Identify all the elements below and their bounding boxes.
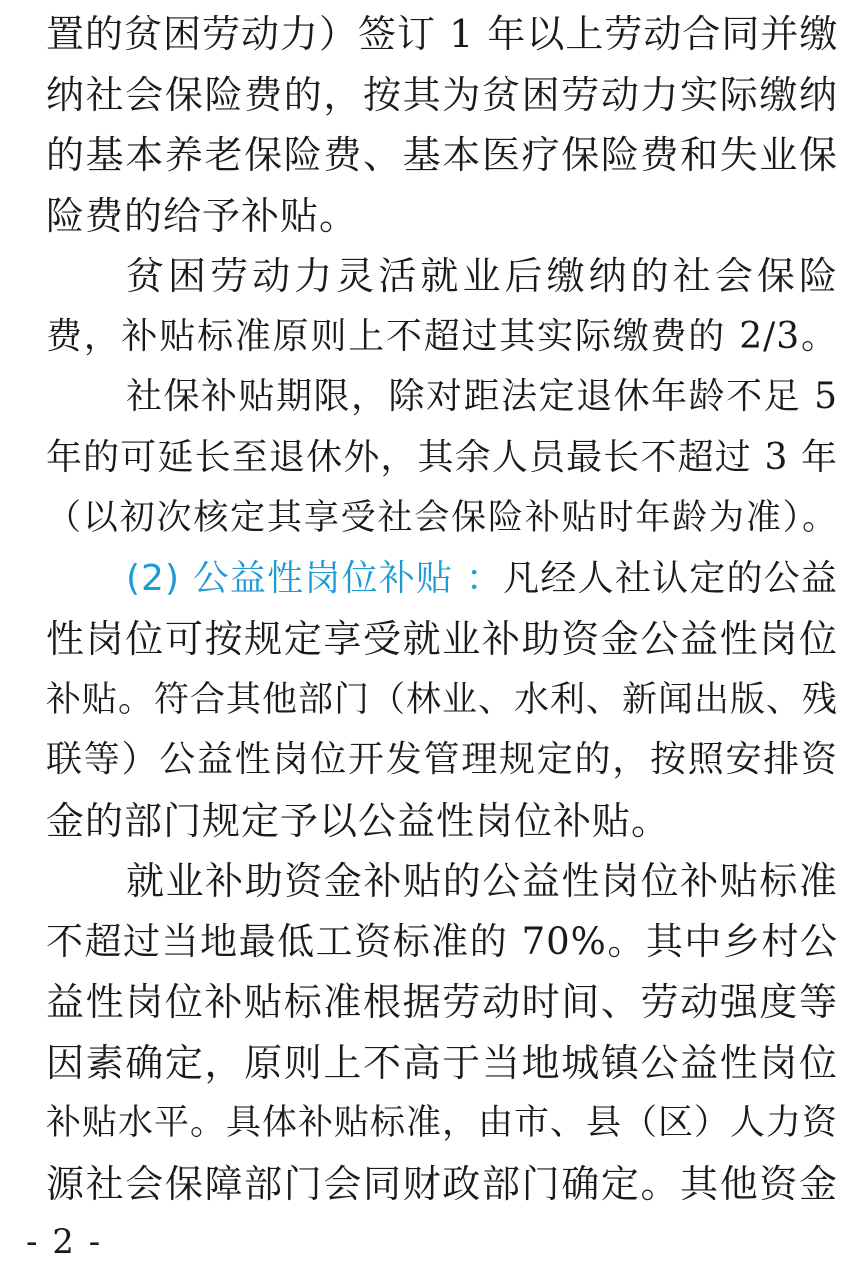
text-line: 费，补贴标准原则上不超过其实际缴费的 2/3。 — [46, 315, 838, 357]
text-line: 不超过当地最低工资标准的 70%。其中乡村公 — [46, 919, 838, 963]
section-heading-line — [46, 549, 838, 610]
text-line: 源社会保障部门会同财政部门确定。其他资金 — [46, 1161, 838, 1206]
text-line: 置的贫困劳动力）签订 1 年以上劳动合同并缴 — [46, 12, 839, 56]
text-line: 因素确定，原则上不高于当地城镇公益性岗位 — [46, 1040, 838, 1085]
text-line: 性岗位可按规定享受就业补助资金公益性岗位 — [46, 617, 838, 661]
text-line: 年的可延长至退休外，其余人员最长不超过 3 年 — [46, 436, 838, 478]
text-line: 联等）公益性岗位开发管理规定的，按照安排资 — [46, 739, 838, 780]
text-line: 益性岗位补贴标准根据劳动时间、劳动强度等 — [46, 980, 838, 1024]
text-line: 贫困劳动力灵活就业后缴纳的社会保险 — [126, 254, 838, 298]
section-heading: (2) 公益性岗位补贴 ： — [126, 557, 504, 599]
text-line: （以初次核定其享受社会保险补贴时年龄为准）。 — [46, 498, 838, 538]
text-line: 补贴水平。具体补贴标准，由市、县（区）人力资 — [46, 1103, 839, 1143]
text-line: 就业补助资金补贴的公益性岗位补贴标准 — [126, 859, 838, 903]
text-line: 的基本养老保险费、基本医疗保险费和失业保 — [46, 133, 838, 177]
text-line: 金的部门规定予以公益性岗位补贴。 — [46, 798, 671, 843]
body-text — [46, 4, 838, 1214]
text-line: 险费的给予补贴。 — [46, 193, 359, 238]
text-line-segment: 凡经人社认定的公益 — [503, 557, 838, 599]
page-number: - 2 - — [26, 1222, 103, 1262]
text-line: 补贴。符合其他部门（林业、水利、新闻出版、残 — [46, 679, 839, 720]
text-line: 纳社会保险费的，按其为贫困劳动力实际缴纳 — [46, 72, 838, 117]
text-line: 社保补贴期限，除对距法定退休年龄不足 5 — [126, 376, 838, 417]
